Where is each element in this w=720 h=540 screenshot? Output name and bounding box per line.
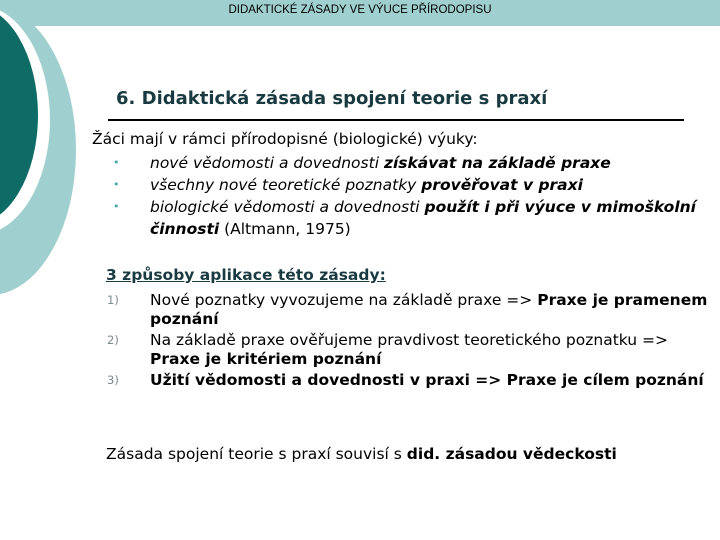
- list-number: 1): [107, 293, 119, 307]
- item-text: biologické vědomosti a dovednosti: [150, 198, 425, 216]
- slide-title: 6. Didaktická zásada spojení teorie s praxí: [116, 88, 548, 109]
- item-bold-text: Praxe je pramenem poznání: [150, 291, 708, 328]
- bullet-icon: •: [113, 200, 120, 213]
- citation-text: (Altmann, 1975): [219, 220, 351, 238]
- item-text: Na základě praxe ověřujeme pravdivost teoretického poznatku =>: [150, 331, 669, 349]
- final-text: Zásada spojení teorie s praxí souvisí s: [106, 445, 407, 463]
- bullet-icon: •: [113, 156, 120, 169]
- final-bold-text: did. zásadou vědeckosti: [406, 445, 617, 463]
- title-underline: [108, 119, 684, 121]
- item-bold-text: prověřovat v praxi: [421, 176, 583, 194]
- list-item: [113, 196, 710, 240]
- numbered-list: [107, 291, 710, 392]
- decorative-circles: [0, 0, 80, 300]
- item-bold-text: Praxe je kritériem poznání: [150, 350, 382, 368]
- list-number: 3): [107, 373, 119, 387]
- intro-text: Žáci mají v rámci přírodopisné (biologické) výuky:: [92, 130, 478, 148]
- header-title: DIDAKTICKÉ ZÁSADY VE VÝUCE PŘÍRODOPISU: [228, 4, 492, 16]
- header-bar: [0, 0, 720, 26]
- bullet-list: [113, 152, 710, 240]
- bullet-icon: •: [113, 178, 120, 191]
- list-item: [107, 331, 710, 369]
- list-item: [113, 174, 710, 196]
- item-bold-text: Užití vědomosti a dovednosti v praxi => Praxe je cílem poznání: [150, 371, 704, 389]
- list-item: [107, 371, 710, 390]
- item-bold-text: použít i při výuce v mimoškolní činnosti: [150, 198, 696, 238]
- item-text: nové vědomosti a dovednosti: [150, 154, 384, 172]
- item-text: Nové poznatky vyvozujeme na základě praxe =>: [150, 291, 538, 309]
- item-bold-text: získávat na základě praxe: [383, 154, 611, 172]
- list-number: 2): [107, 333, 119, 347]
- list-item: [107, 291, 710, 329]
- final-statement: [106, 445, 617, 463]
- item-text: všechny nové teoretické poznatky: [150, 176, 422, 194]
- list-item: [113, 152, 710, 174]
- ways-heading: 3 způsoby aplikace této zásady:: [106, 266, 386, 284]
